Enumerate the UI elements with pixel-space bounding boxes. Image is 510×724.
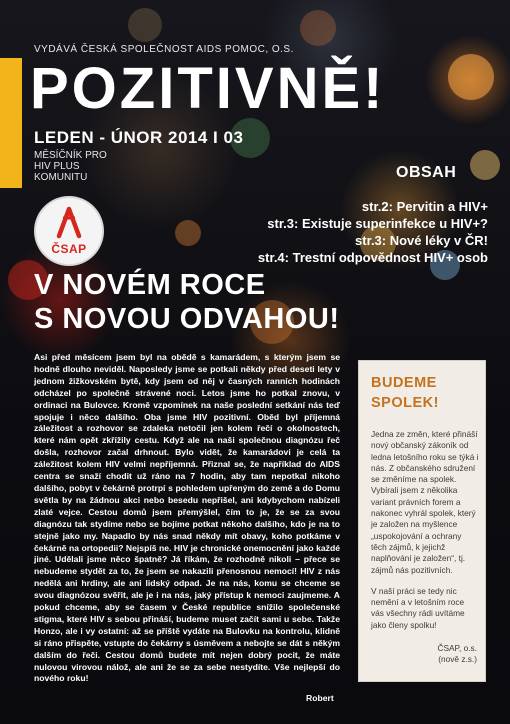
signature-line: (nově z.s.)	[438, 654, 477, 665]
accent-bar	[0, 58, 22, 188]
sidebar-title-line: SPOLEK!	[371, 395, 439, 411]
bokeh-light	[448, 54, 494, 100]
issue-date: LEDEN - ÚNOR 2014 I 03	[34, 128, 244, 147]
subtitle-line: HIV PLUS	[34, 161, 80, 172]
bokeh-light	[128, 8, 162, 42]
csap-logo	[36, 198, 102, 264]
contents-item: str.3: Nové léky v ČR!	[355, 233, 488, 248]
sidebar-signature	[359, 643, 477, 666]
contents-item: str.2: Pervitin a HIV+	[361, 199, 488, 214]
sidebar-paragraph: Jedna ze změn, které přináší nový občanský zákoník od ledna letošního roku se týká i nás. Z občanského sdružení se změníme na spolek. Vybírali jsem z několika variant právních forem a nakonec vyhrál spolek, který je založen na myšlence „uspokojování a ochrany těch zájmů, k jejichž naplňování je založen“, tj. zájmů nás pozitivních.	[371, 429, 479, 575]
contents-heading: OBSAH	[396, 164, 457, 181]
sidebar-title	[371, 373, 485, 413]
contents-item: str.4: Trestní odpovědnost HIV+ osob	[257, 250, 488, 265]
subtitle-line: MĚSÍČNÍK PRO	[34, 150, 107, 161]
headline-line: V NOVÉM ROCE	[34, 269, 266, 301]
article-body: Asi před měsícem jsem byl na obědě s kamarádem, s kterým jsem se hodně dlouho neviděl. Naposledy jsme se potkali někdy před deseti lety v jednom žižkovském bytě, kdy jsem od něj v časných ranních hodinách odcházel po společně strávené noci. Letos jsme ho potkal znovu, v ordinaci na Bulovce. Kromě vzpomínek na naše poslední setkání nás teď spojuje i něco dalšího. Oba jsme HIV pozitivní. Oběd byl příjemná záležitost a rozhovor se zdaleka netočil jen kolem řečí o okolnostech, které nám opět zkřížily cestu. Když ale na naši společnou diagnózu řeč došla, rozhovor začal drhnout. Bylo vidět, že kamarádovi je celá ta záležitost kolem HIV velmi nepříjemná. Přiznal se, že například do AIDS centra se snaží chodit už ráno na 7 hodin, aby tam nepotkal nikoho dalšího, pobyt v čekárně protrpí s pohledem upřeným do země a do Domu světla by na žádnou akci nebo besedu nepřišel, ani kdybychom nabízeli zlaté vejce. Cestou domů jsem přemýšlel, čím to je, že se za svou diagnózu tak stydíme nebo se bojíme potkat někoho dalšího, kdo je na to stejně jako my. Napadlo by nás snad někdy mít obavy, koho potkáme v čekárně na ortopedii? Nejspíš ne. HIV je chronické onemocnění jako každé jiné. Udělali jsme něco špatně? Já říkám, že rozhodně nikoli – přece se nebudeme stydět za to, že jsem se nakazili přenosnou nemocí! HIV z nás nedělá ani hrdiny, ale ani lidský odpad. Je na nás, komu se chceme se svou diagnózou svěřit, ale je i na nás, jaký přístup k nemoci zaujmeme. A pokud chceme, aby se časem v České republice snížilo společenské stigma, které HIV s sebou přináší, budeme muset začít sami u sebe. Takže Honzo, ale i vy ostatní: až se příště vydáte na Bulovku na kontrolu, klidně si ráno přispěte, vstupte do čekárny s úsměvem a nebojte se dát s někým dalším do řeči. Cestou domů budete mít nejen dobrý pocit, že máte nulovou virovou nálož, ale ani že se za sebe nestydíte. Vše nejlepší do nového roku!	[34, 352, 340, 684]
subtitle-line: KOMUNITU	[34, 172, 88, 183]
signature-line: ČSAP, o.s.	[437, 643, 477, 654]
logo-text: ČSAP	[51, 242, 87, 256]
magazine-title: POZITIVNĚ!	[30, 56, 386, 121]
bokeh-light	[175, 220, 201, 246]
sidebar-box	[358, 360, 486, 682]
sidebar-paragraph: V naší práci se tedy nic nemění a v letošním roce vás všechny rádi uvítáme jako členy spolku!	[371, 585, 465, 630]
headline-line: S NOVOU ODVAHOU!	[34, 303, 340, 335]
article-headline	[34, 268, 340, 336]
subtitle	[34, 150, 107, 183]
bokeh-light	[300, 10, 336, 46]
contents-list	[258, 198, 488, 266]
bokeh-light	[470, 150, 500, 180]
contents-item: str.3: Existuje superinfekce u HIV+?	[267, 216, 488, 231]
publisher-line: VYDÁVÁ ČESKÁ SPOLEČNOST AIDS POMOC, O.S.	[34, 44, 294, 55]
article-author: Robert	[306, 693, 334, 703]
red-ribbon-icon	[51, 206, 87, 242]
sidebar-title-line: BUDEME	[371, 375, 437, 391]
